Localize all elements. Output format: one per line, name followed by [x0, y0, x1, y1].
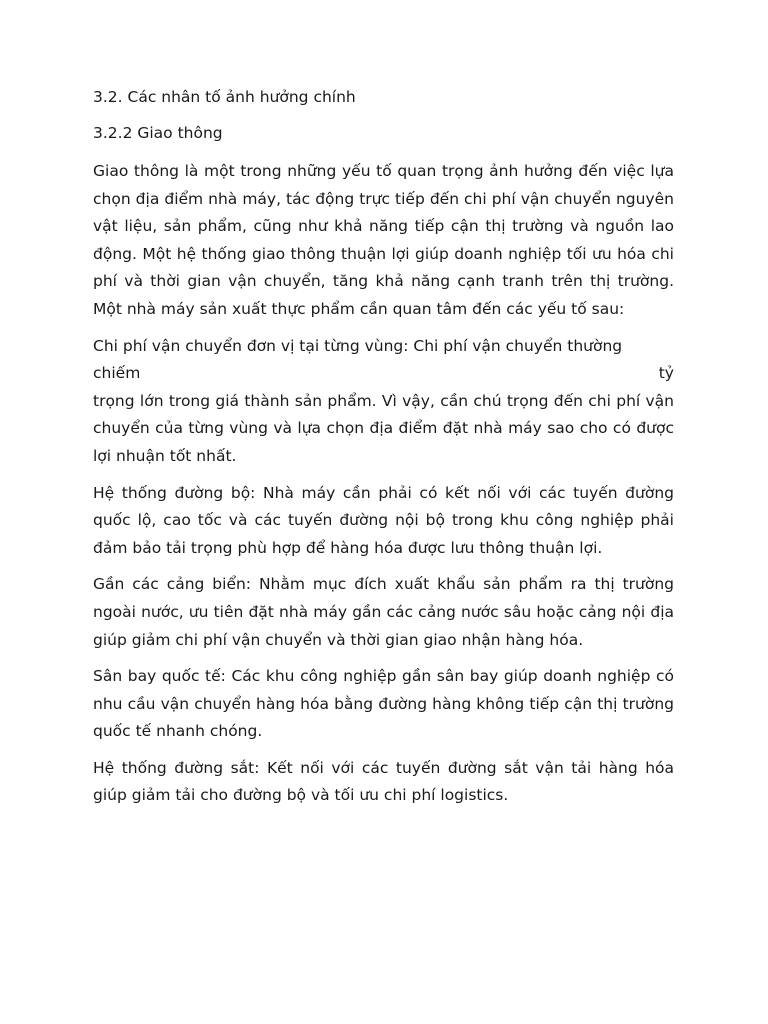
document-page	[93, 86, 674, 819]
transport-cost-word-right: tỷ	[658, 364, 674, 383]
transport-cost-spread-line	[93, 360, 674, 388]
transport-cost-line: Chi phí vận chuyển đơn vị tại từng vùng: Chi phí vận chuyển thường	[93, 336, 623, 355]
paragraph-railway: Hệ thống đường sắt: Kết nối với các tuyến đường sắt vận tải hàng hóa giúp giảm tải cho đường bộ và tối ưu chi phí logistics.	[93, 758, 674, 805]
paragraph-airport: Sân bay quốc tế: Các khu công nghiệp gần sân bay giúp doanh nghiệp có nhu cầu vận chuyển hàng hóa bằng đường hàng không tiếp cận thị trường quốc tế nhanh chóng.	[93, 667, 674, 741]
subsection-heading: 3.2.2 Giao thông	[93, 124, 223, 142]
paragraph-transport-cost	[93, 333, 674, 471]
paragraph-road: Hệ thống đường bộ: Nhà máy cần phải có kết nối với các tuyến đường quốc lộ, cao tốc và các tuyến đường nội bộ trong khu công nghiệp phải đảm bảo tải trọng phù hợp để hàng hóa được lưu thông thuận lợi.	[93, 483, 674, 557]
section-heading: 3.2. Các nhân tố ảnh hưởng chính	[93, 88, 356, 106]
paragraph-seaport: Gần các cảng biển: Nhằm mục đích xuất khẩu sản phẩm ra thị trường ngoài nước, ưu tiên đặt nhà máy gần các cảng nước sâu hoặc cảng nội địa giúp giảm chi phí vận chuyển và thời gian giao nhận hàng hóa.	[93, 575, 674, 649]
paragraph-intro: Giao thông là một trong những yếu tố quan trọng ảnh hưởng đến việc lựa chọn địa điểm nhà máy, tác động trực tiếp đến chi phí vận chuyển nguyên vật liệu, sản phẩm, cũng như khả năng tiếp cận thị trường và nguồn lao động. Một hệ thống giao thông thuận lợi giúp doanh nghiệp tối ưu hóa chi phí và thời gian vận chuyển, tăng khả năng cạnh tranh trên thị trường. Một nhà máy sản xuất thực phẩm cần quan tâm đến các yếu tố sau:	[93, 162, 674, 318]
transport-cost-rest: trọng lớn trong giá thành sản phẩm. Vì vậy, cần chú trọng đến chi phí vận chuyển của từng vùng và lựa chọn địa điểm đặt nhà máy sao cho có được lợi nhuận tốt nhất.	[93, 391, 674, 465]
transport-cost-word-left: chiếm	[93, 364, 141, 383]
